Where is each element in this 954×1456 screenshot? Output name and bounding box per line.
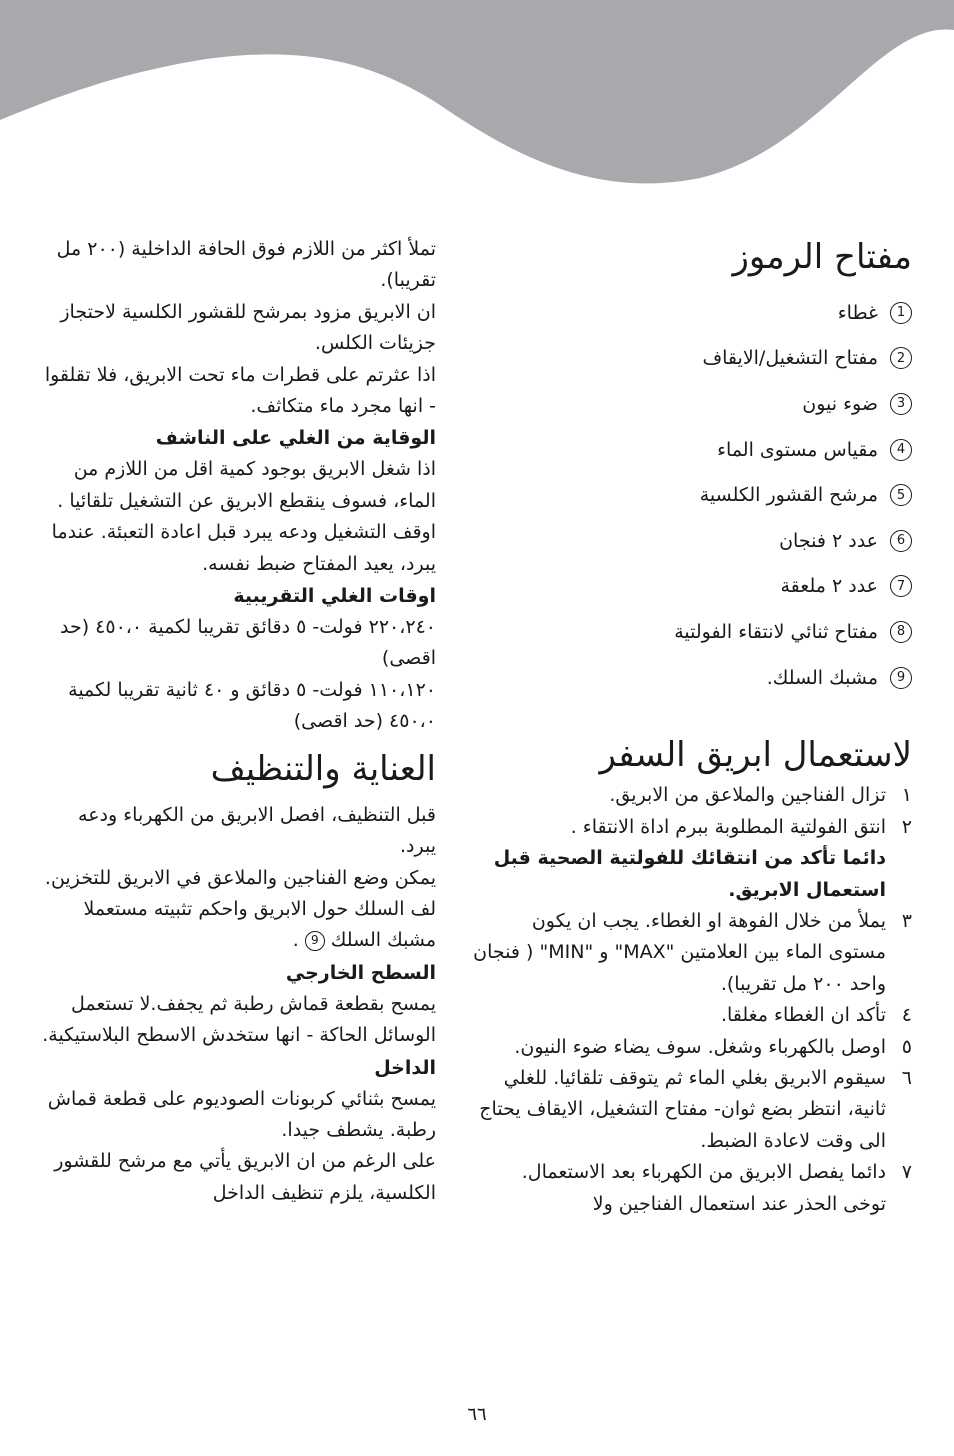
circled-number: 5 [890, 484, 912, 506]
step-number: ٣ [901, 909, 912, 932]
care-paragraph-3-end: . [292, 929, 299, 952]
right-column [470, 232, 912, 1220]
key-title: مفتاح الرموز [732, 237, 912, 277]
circled-number: 3 [890, 393, 912, 415]
care-paragraph-3-text: لف السلك حول الابريق واحكم تثبيته مستعملا مشبك السلك [83, 897, 436, 952]
key-item-label: مفتاح ثنائي لانتقاء الفولتية [674, 620, 878, 643]
step-text-wrap [470, 812, 886, 906]
intro-paragraph-1: تملأ اكثر من اللازم فوق الحافة الداخلية (٢٠٠ مل تقريبا). [56, 238, 436, 292]
step-item [470, 1157, 912, 1188]
step-warning: دائما تأكد من انتقائك للفولتية الصحية قبل استعمال الابريق. [493, 847, 886, 901]
circled-number: 8 [890, 621, 912, 643]
usage-title: لاستعمال ابريق السفر [599, 735, 912, 776]
circled-number: 1 [890, 302, 912, 324]
step-item [470, 780, 912, 811]
step-number: ٦ [901, 1067, 912, 1089]
key-item [470, 427, 912, 473]
care-paragraph-2: يمكن وضع الفناجين والملاعق في الابريق للتخزين. [44, 866, 436, 889]
step-number: ٢ [901, 815, 912, 838]
page-number: ٦٦ [467, 1404, 487, 1425]
key-item-label: ضوء نيون [802, 392, 878, 415]
intro-paragraph-2: ان الابريق مزود بمرشح للقشور الكلسية لاحتجاز جزيئات الكلس. [60, 300, 436, 355]
header-wave [0, 0, 954, 200]
key-item [470, 518, 912, 564]
care-paragraph-3 [40, 894, 436, 957]
key-item [470, 290, 912, 336]
key-item-label: غطاء [837, 301, 878, 324]
inner-heading: الداخل [374, 1056, 436, 1079]
key-item-label: مقياس مستوى الماء [717, 438, 878, 461]
inner-text-2: على الرغم من ان الابريق يأتي مع مرشح للقشور الكلسية، يلزم تنظيف الداخل [54, 1150, 436, 1204]
key-item-label: عدد ٢ ملعقة [780, 575, 878, 598]
step-number: ٧ [901, 1161, 912, 1184]
circled-number: 7 [890, 575, 912, 597]
inner-text-1: يمسح بثنائي كربونات الصوديوم على قطعة قماش رطبة. يشطف جيدا. [47, 1087, 436, 1141]
circled-number: 2 [890, 347, 912, 369]
care-paragraph-1: قبل التنظيف، افصل الابريق من الكهرباء ودعه يبرد. [78, 803, 436, 858]
circled-number: 6 [890, 530, 912, 552]
key-item [470, 381, 912, 427]
key-item-label: مشبك السلك. [766, 666, 878, 689]
step-item [470, 1063, 912, 1157]
step-text: اوصل بالكهرباء وشغل. سوف يضاء ضوء النيون. [514, 1035, 886, 1058]
step-item [470, 812, 912, 906]
step-text: تأكد ان الغطاء مغلقا. [720, 1004, 886, 1027]
circled-number-ref: 9 [305, 931, 325, 951]
step-item [470, 1000, 912, 1031]
dryboil-text: اذا شغل الابريق بوجود كمية اقل من اللازم من الماء، فسوف ينقطع الابريق عن التشغيل تلقائيا . اوقف التشغيل ودعه يبرد قبل اعادة التعبئة. عندما يبرد، يعيد المفتاح ضبط نفسه. [51, 458, 436, 575]
key-item-label: عدد ٢ فنجان [779, 529, 878, 552]
key-item [470, 564, 912, 610]
circled-number: 4 [890, 439, 912, 461]
step-item [470, 906, 912, 1000]
outer-heading: السطح الخارجي [285, 961, 436, 984]
key-item [470, 609, 912, 655]
usage-tail: توخى الحذر عند استعمال الفناجين ولا [592, 1192, 886, 1215]
boiltimes-heading: اوقات الغلي التقريبية [233, 585, 436, 608]
step-number: ٤ [901, 1004, 912, 1027]
step-number: ٥ [901, 1035, 912, 1058]
step-item [470, 1032, 912, 1063]
key-item-label: مرشح القشور الكلسية [699, 484, 878, 507]
step-number: ١ [901, 784, 912, 807]
intro-paragraph-3: اذا عثرتم على قطرات ماء تحت الابريق، فلا تقلقوا - انها مجرد ماء متكاثف. [44, 363, 436, 418]
step-text: دائما يفصل الابريق من الكهرباء بعد الاستعمال. [521, 1161, 886, 1184]
step-text: انتق الفولتية المطلوبة ببرم اداة الانتقاء . [570, 815, 886, 838]
step-text: سيقوم الابريق بغلي الماء ثم يتوقف تلقائيا. للغلي ثانية، انتظر بضع ثوان- مفتاح التشغيل، الايقاف يحتاج الى وقت لاعادة الضبط. [479, 1067, 886, 1152]
usage-steps [470, 780, 912, 1188]
key-item [470, 655, 912, 701]
left-column [40, 234, 436, 1209]
key-item-label: مفتاح التشغيل/الايقاف [702, 347, 878, 370]
step-text: يملأ من خلال الفوهة او الغطاء. يجب ان يكون مستوى الماء بين العلامتين "MAX" و "MIN" ( فنجان واحد ٢٠٠ مل تقريبا). [473, 909, 886, 995]
key-item [470, 472, 912, 518]
step-text: تزال الفناجين والملاعق من الابريق. [609, 784, 886, 807]
key-list [470, 290, 912, 700]
outer-text: يمسح بقطعة قماش رطبة ثم يجفف.لا تستعمل الوسائل الحاكة - انها ستخدش الاسطح البلاستيكية. [42, 992, 436, 1047]
key-item [470, 336, 912, 382]
boiltimes-line-2: ١١٠،١٢٠ فولت- ٥ دقائق و ٤٠ ثانية تقريبا لكمية ٤٥٠،٠ (حد اقصى) [68, 678, 436, 733]
circled-number: 9 [890, 667, 912, 689]
dryboil-heading: الوقاية من الغلي على الناشف [155, 427, 436, 450]
care-title: العناية والتنظيف [210, 748, 436, 789]
boiltimes-line-1: ٢٢٠،٢٤٠ فولت- ٥ دقائق تقريبا لكمية ٤٥٠،٠ (حد اقصى) [59, 616, 436, 670]
